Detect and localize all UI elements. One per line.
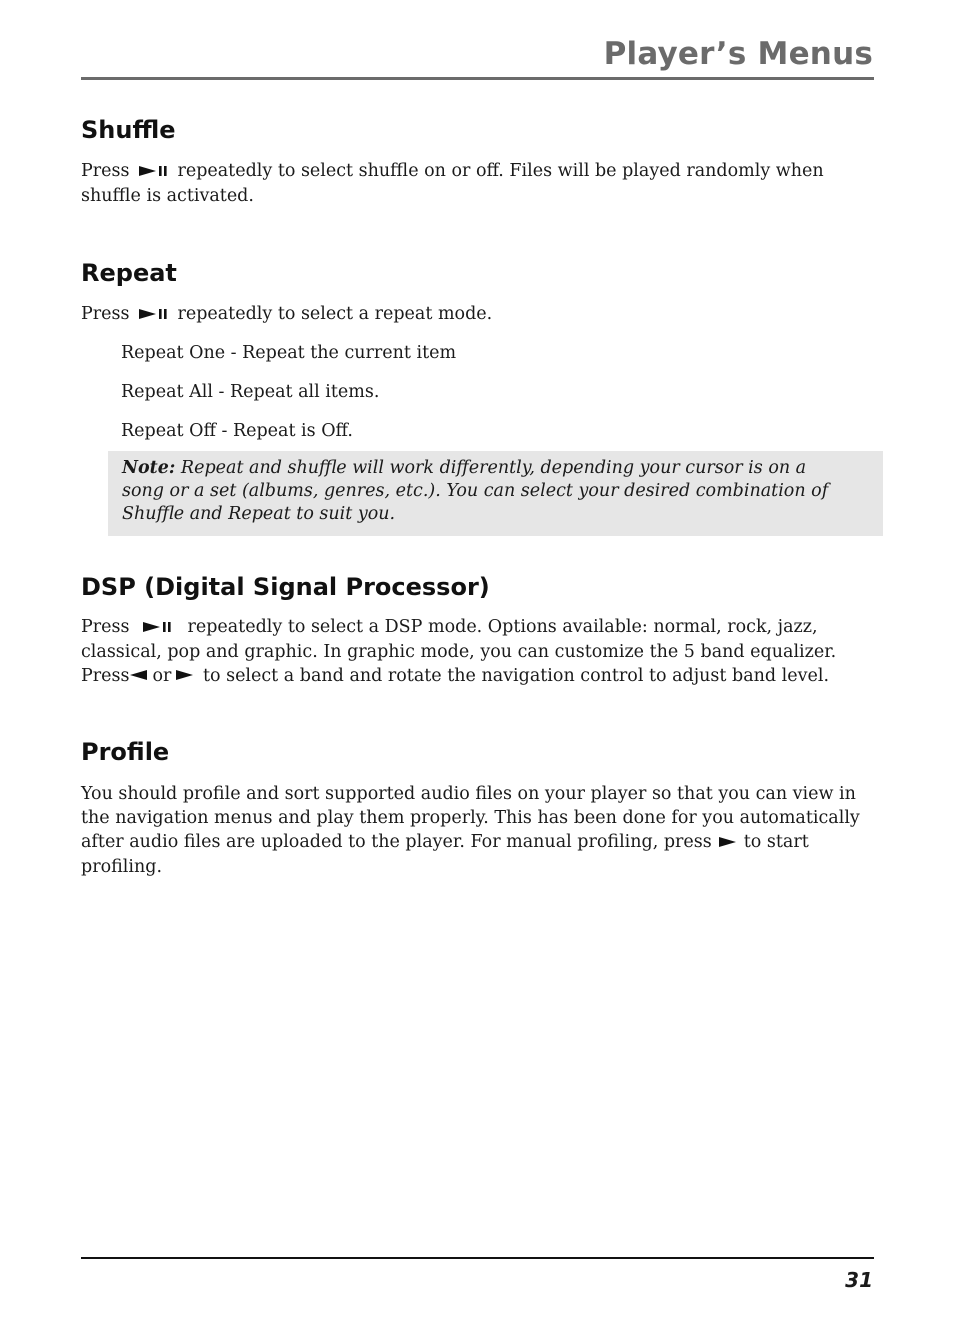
note-box xyxy=(108,451,883,536)
dsp-heading: DSP (Digital Signal Processor) xyxy=(81,573,490,601)
note-label: Note: xyxy=(122,458,176,478)
profile-text: You should profile and sort supported audio files on your player so that you can view in the navigation menus and play them properly. This has been done for you automatically after audio files are uploaded to the player. For manual profiling, press to start profiling. xyxy=(81,784,860,877)
page-number: 31 xyxy=(845,1268,873,1292)
play-pause-icon xyxy=(139,303,169,327)
repeat-heading: Repeat xyxy=(81,259,177,287)
shuffle-heading: Shuffle xyxy=(81,116,176,144)
right-arrow-icon xyxy=(718,831,736,855)
shuffle-text: Press repeatedly to select shuffle on or off. Files will be played randomly when shuffle is activated. xyxy=(81,161,824,206)
note-text: Note: Repeat and shuffle will work differently, depending your cursor is on a song or a set (albums, genres, etc.). You can select your desired combination of Shuffle and Repeat to suit you. xyxy=(122,458,829,524)
footer-divider xyxy=(81,1257,874,1259)
repeat-mode-all: Repeat All - Repeat all items. xyxy=(121,382,380,402)
repeat-mode-one: Repeat One - Repeat the current item xyxy=(121,343,457,363)
play-pause-icon xyxy=(139,160,169,184)
repeat-mode-off: Repeat Off - Repeat is Off. xyxy=(121,421,353,441)
page-title: Player’s Menus xyxy=(603,36,873,72)
dsp-text: Press repeatedly to select a DSP mode. Options available: normal, rock, jazz, classical, pop and graphic. In graphic mode, you can customize the 5 band equalizer. Press or to select a band and rotate the navigation control to adjust band level. xyxy=(81,615,871,688)
profile-heading: Profile xyxy=(81,738,170,766)
left-arrow-icon xyxy=(130,664,148,688)
right-arrow-icon xyxy=(175,664,193,688)
play-pause-icon xyxy=(143,616,173,640)
repeat-text: Press repeatedly to select a repeat mode. xyxy=(81,302,871,327)
header-divider xyxy=(81,77,874,80)
